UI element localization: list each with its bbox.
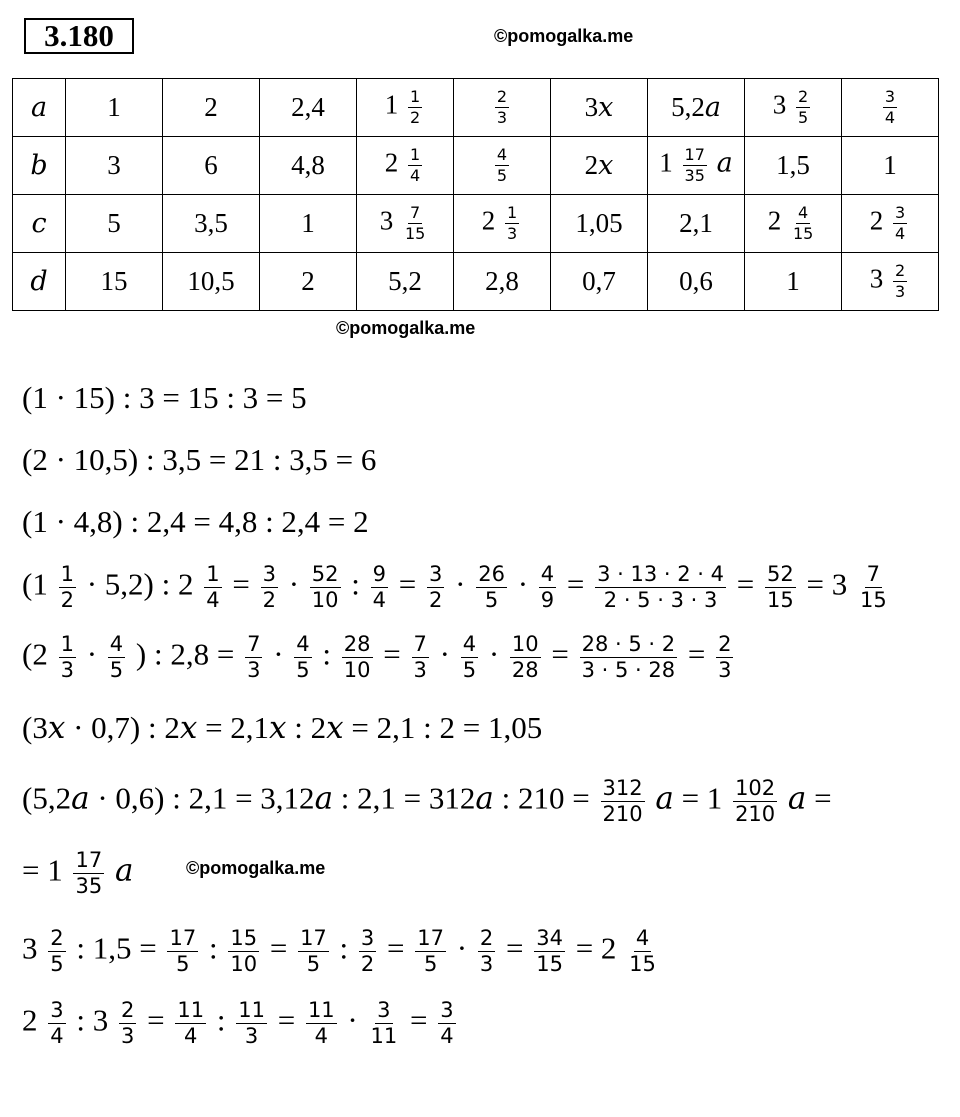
fraction: $\frac{17}{35}$ <box>684 145 705 185</box>
table-cell <box>842 79 939 137</box>
fraction: $\frac{10}{28}$ <box>511 632 539 682</box>
fraction: $\frac{1}{4}$ <box>410 145 421 185</box>
table-cell: 2 $\frac{1}{4}$ <box>357 137 454 195</box>
table-cell: 5 <box>66 195 163 253</box>
table-cell: 1 <box>745 253 842 311</box>
table-cell: 3 $\frac{7}{15}$ <box>357 195 454 253</box>
fraction: $\frac{7}{15}$ <box>404 203 426 243</box>
fraction: $\frac{17}{5}$ <box>300 926 327 976</box>
fraction: $\frac{4}{5}$ <box>296 632 310 682</box>
row-header: a <box>13 79 66 137</box>
table-row <box>13 253 939 311</box>
fraction: $\frac{3}{11}$ <box>370 998 398 1048</box>
fraction: $\frac{1}{3}$ <box>507 203 518 243</box>
solution-line: (1 · 4,8) : 2,4 = 4,8 : 2,4 = 2 <box>22 504 369 539</box>
row-header: b <box>13 137 66 195</box>
row-header: c <box>13 195 66 253</box>
table-cell: 2 $\frac{3}{4}$ <box>842 195 939 253</box>
solution-line: (2 · 10,5) : 3,5 = 21 : 3,5 = 6 <box>22 442 377 477</box>
table-cell <box>454 137 551 195</box>
table-cell: 2,1 <box>648 195 745 253</box>
fraction: $\frac{7}{3}$ <box>247 632 261 682</box>
fraction: $\frac{52}{10}$ <box>311 562 339 612</box>
row-header: d <box>13 253 66 311</box>
fraction: $\frac{4}{15}$ <box>629 926 656 976</box>
fraction: $\frac{26}{5}$ <box>478 562 505 612</box>
table-cell: 2 $\frac{1}{3}$ <box>454 195 551 253</box>
fraction: $\frac{7}{15}$ <box>859 562 887 612</box>
fraction: $\frac{2}{3}$ <box>496 87 508 127</box>
table-cell: 1,5 <box>745 137 842 195</box>
table-cell: 3,5 <box>163 195 260 253</box>
fraction: $\frac{1}{2}$ <box>60 562 74 612</box>
fraction: $\frac{3}{2}$ <box>360 926 375 976</box>
table-cell: 5,2a <box>648 79 745 137</box>
fraction: $\frac{15}{10}$ <box>230 926 258 976</box>
fraction: $\frac{3}{2}$ <box>262 562 276 612</box>
fraction: $\frac{17}{35}$ <box>75 848 103 898</box>
table-cell: 3 $\frac{2}{5}$ <box>745 79 842 137</box>
watermark: ©pomogalka.me <box>186 858 326 878</box>
solution-line: = 1 $\frac{17}{35}$ a <box>22 848 134 898</box>
solution-line: (1 $\frac{1}{2}$ · 5,2) : 2 $\frac{1}{4}$ = $\frac{3}{2}$ · $\frac{52}{10}$ : $\frac{9}{4}$ = $\frac{3}{2}$ · $\frac{26}{5}$ · $\frac{4}{9}$ = $\frac{3 \cdot 13 \cdot 2 \cdot 4}{2 \cdot 5 \cdot 3 \cdot 3}$ = $\frac{52}{15}$ = 3 $\frac{7}{15}$ <box>22 562 887 612</box>
fraction: $\frac{28}{10}$ <box>343 632 371 682</box>
fraction: $\frac{1}{2}$ <box>410 87 421 127</box>
fraction: $\frac{17}{5}$ <box>417 926 445 976</box>
table-cell: 1 <box>842 137 939 195</box>
fraction: $\frac{2}{3}$ <box>895 261 906 301</box>
fraction: $\frac{3}{4}$ <box>895 203 906 243</box>
table-cell: 2 <box>260 253 357 311</box>
fraction: $\frac{11}{4}$ <box>307 998 335 1048</box>
fraction: $\frac{4}{5}$ <box>462 632 477 682</box>
table-cell: 3x <box>551 79 648 137</box>
table-cell: 2,8 <box>454 253 551 311</box>
table-row <box>13 137 939 195</box>
table-cell: 3 $\frac{2}{3}$ <box>842 253 939 311</box>
fraction: $\frac{3}{4}$ <box>440 998 454 1048</box>
fraction: $\frac{3}{4}$ <box>884 87 896 127</box>
fraction: $\frac{312}{210}$ <box>602 776 643 826</box>
fraction: $\frac{2}{3}$ <box>479 926 494 976</box>
fraction: $\frac{4}{5}$ <box>109 632 124 682</box>
solution-line: 3 $\frac{2}{5}$ : 1,5 = $\frac{17}{5}$ : $\frac{15}{10}$ = $\frac{17}{5}$ : $\frac{3}{2}$ = $\frac{17}{5}$ · $\frac{2}{3}$ = $\frac{34}{15}$ = 2 $\frac{4}{15}$ <box>22 926 656 976</box>
fraction: $\frac{4}{5}$ <box>496 145 508 185</box>
table-cell: 10,5 <box>163 253 260 311</box>
table-row <box>13 195 939 253</box>
table-cell: 1,05 <box>551 195 648 253</box>
fraction: $\frac{11}{3}$ <box>238 998 265 1048</box>
table-cell: 1 $\frac{1}{2}$ <box>357 79 454 137</box>
table-cell: 5,2 <box>357 253 454 311</box>
fraction: $\frac{4}{15}$ <box>792 203 814 243</box>
table-cell: 2 <box>163 79 260 137</box>
watermark: ©pomogalka.me <box>336 318 476 338</box>
table-cell: 0,7 <box>551 253 648 311</box>
fraction: $\frac{3 \cdot 13 \cdot 2 \cdot 4}{2 \cdot 5 \cdot 3 \cdot 3}$ <box>597 562 725 612</box>
table-cell: 4,8 <box>260 137 357 195</box>
proportion-table <box>12 78 939 311</box>
fraction: $\frac{2}{5}$ <box>50 926 64 976</box>
fraction: $\frac{3}{4}$ <box>50 998 64 1048</box>
table-cell: 2,4 <box>260 79 357 137</box>
solution-line: (5,2a · 0,6) : 2,1 = 3,12a : 2,1 = 312a : 210 = $\frac{312}{210}$ a = 1 $\frac{102}{210}$ a = <box>22 776 832 826</box>
table-cell: 1 <box>260 195 357 253</box>
watermark: ©pomogalka.me <box>494 26 634 46</box>
fraction: $\frac{102}{210}$ <box>735 776 776 826</box>
table-cell: 2 $\frac{4}{15}$ <box>745 195 842 253</box>
fraction: $\frac{7}{3}$ <box>413 632 427 682</box>
solution-line: 2 $\frac{3}{4}$ : 3 $\frac{2}{3}$ = $\frac{11}{4}$ : $\frac{11}{3}$ = $\frac{11}{4}$ · $\frac{3}{11}$ = $\frac{3}{4}$ <box>22 998 454 1048</box>
fraction: $\frac{2}{3}$ <box>718 632 732 682</box>
table-cell: 2x <box>551 137 648 195</box>
solution-line: (3x · 0,7) : 2x = 2,1x : 2x = 2,1 : 2 = 1,05 <box>22 710 543 746</box>
solution-line: (2 $\frac{1}{3}$ · $\frac{4}{5}$ ) : 2,8 = $\frac{7}{3}$ · $\frac{4}{5}$ : $\frac{28}{10}$ = $\frac{7}{3}$ · $\frac{4}{5}$ · $\frac{10}{28}$ = $\frac{28 \cdot 5 \cdot 2}{3 \cdot 5 \cdot 28}$ = $\frac{2}{3}$ <box>22 632 732 682</box>
table-cell: 15 <box>66 253 163 311</box>
fraction: $\frac{28 \cdot 5 \cdot 2}{3 \cdot 5 \cdot 28}$ <box>581 632 676 682</box>
table-cell: 6 <box>163 137 260 195</box>
fraction: $\frac{11}{4}$ <box>177 998 205 1048</box>
fraction: $\frac{1}{3}$ <box>60 632 74 682</box>
fraction: $\frac{9}{4}$ <box>372 562 387 612</box>
fraction: $\frac{34}{15}$ <box>536 926 563 976</box>
fraction: $\frac{4}{9}$ <box>540 562 555 612</box>
fraction: $\frac{1}{4}$ <box>206 562 220 612</box>
fraction: $\frac{2}{3}$ <box>121 998 135 1048</box>
fraction: $\frac{3}{2}$ <box>429 562 443 612</box>
solution-line: (1 · 15) : 3 = 15 : 3 = 5 <box>22 380 307 415</box>
table-cell: 1 <box>66 79 163 137</box>
table-cell: 1 $\frac{17}{35}$ a <box>648 137 745 195</box>
table-cell <box>454 79 551 137</box>
fraction: $\frac{2}{5}$ <box>798 87 809 127</box>
problem-number: 3.180 <box>24 18 134 54</box>
table-cell: 3 <box>66 137 163 195</box>
fraction: $\frac{17}{5}$ <box>169 926 197 976</box>
table-row <box>13 79 939 137</box>
table-cell: 0,6 <box>648 253 745 311</box>
fraction: $\frac{52}{15}$ <box>767 562 794 612</box>
